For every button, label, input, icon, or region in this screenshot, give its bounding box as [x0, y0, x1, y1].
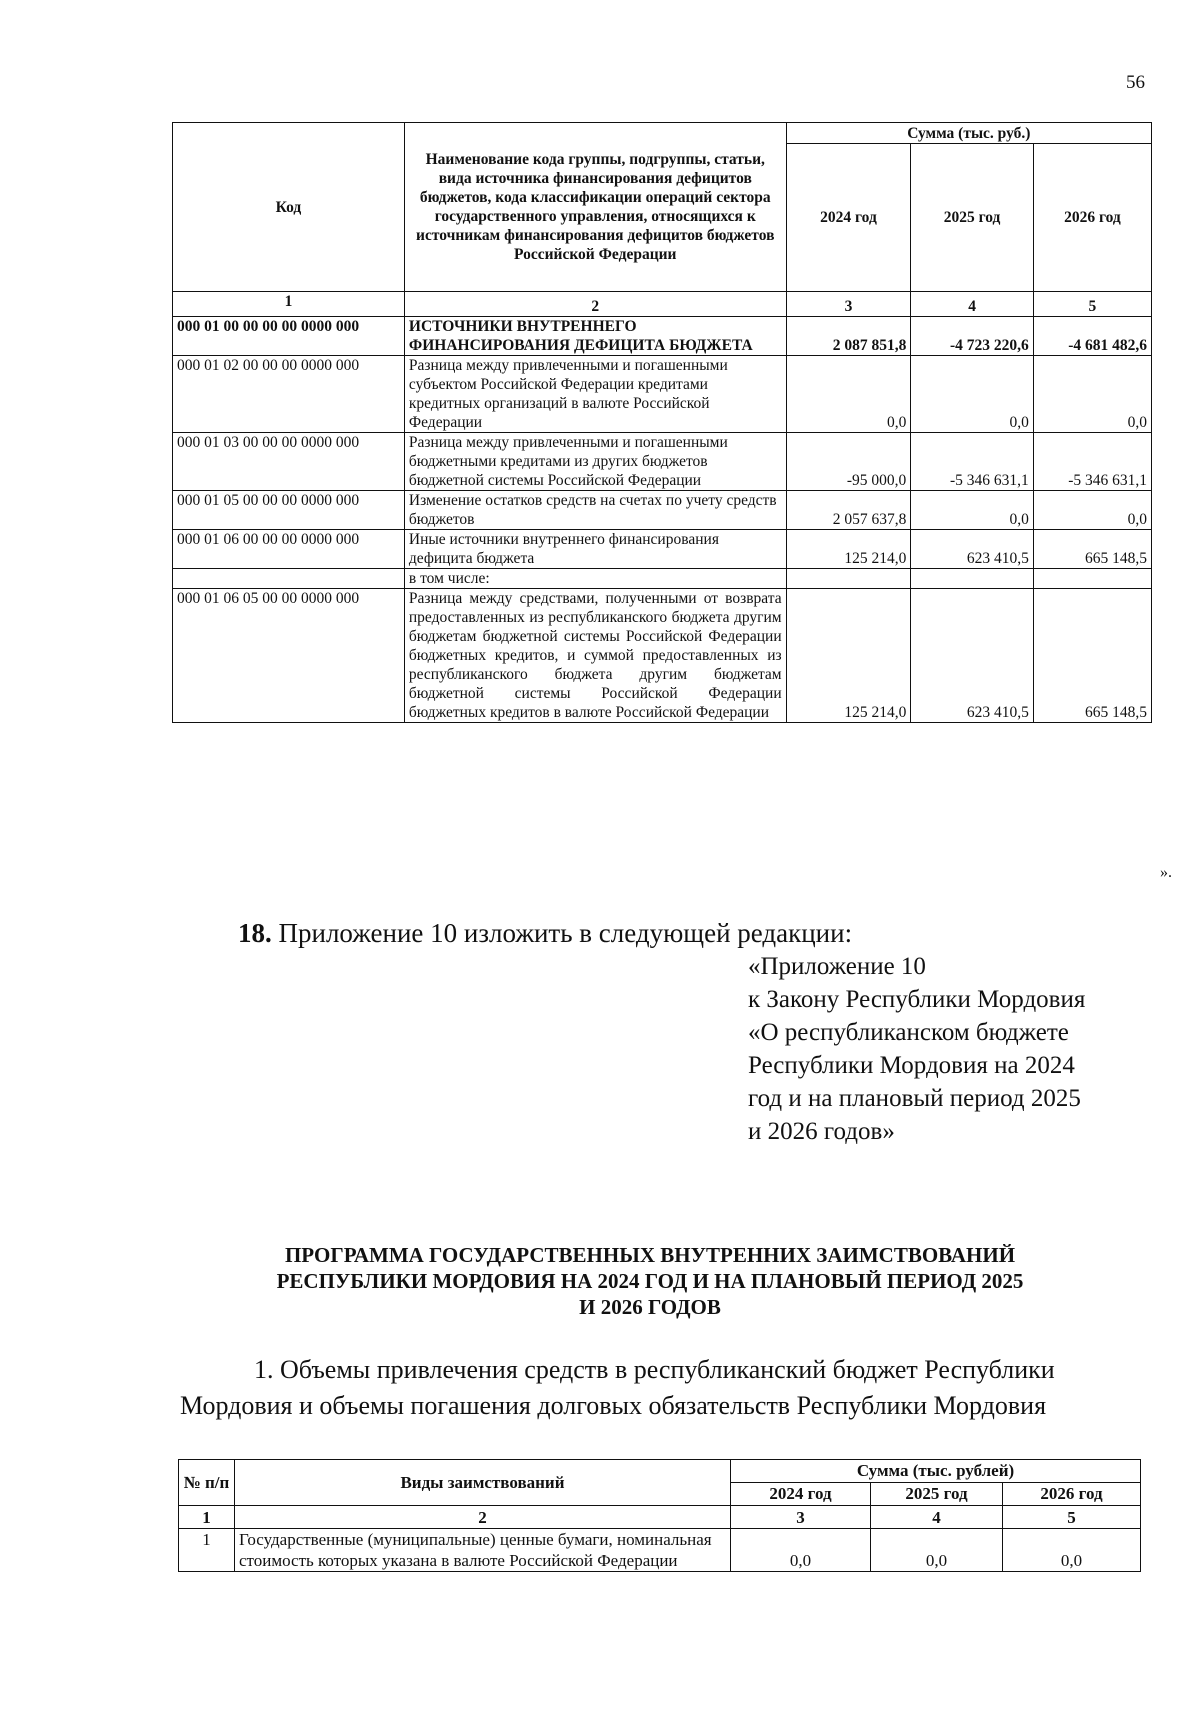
column-number: 4 — [871, 1506, 1003, 1529]
row-value-2024: -95 000,0 — [786, 433, 911, 491]
row-name: в том числе: — [404, 569, 786, 589]
appendix-heading — [748, 950, 1128, 1148]
program-title — [200, 1242, 1100, 1320]
column-number-row — [173, 292, 1152, 317]
appendix-line: к Закону Республики Мордовия — [748, 986, 1086, 1013]
header-name: Наименование кода группы, подгруппы, статьи, вида источника финансирования дефицитов бюджетов, кода классификации операций сектора государственного управления, относящихся к источникам финансирования дефицитов бюджетов Российской Федерации — [404, 123, 786, 292]
section-1-line: Мордовия и объемы погашения долговых обязательств Республики Мордовия — [180, 1391, 1047, 1420]
row-value-2026: 0,0 — [1033, 491, 1151, 530]
appendix-line: и 2026 годов» — [748, 1118, 895, 1145]
row-name: Иные источники внутреннего финансирования дефицита бюджета — [404, 530, 786, 569]
row-value-2026: 665 148,5 — [1033, 589, 1151, 723]
row-code: 000 01 06 05 00 00 0000 000 — [173, 589, 405, 723]
section-1-line: 1. Объемы привлечения средств в республиканский бюджет Республики — [254, 1355, 1055, 1384]
header-code: Код — [173, 123, 405, 292]
table-row — [173, 589, 1152, 723]
column-number: 4 — [911, 292, 1034, 317]
row-value-2026: 0,0 — [1003, 1529, 1141, 1572]
row-code: 000 01 03 00 00 00 0000 000 — [173, 433, 405, 491]
table-row — [173, 317, 1152, 356]
page-number: 56 — [1126, 72, 1145, 93]
header-sum: Сумма (тыс. руб.) — [786, 123, 1151, 144]
column-number: 5 — [1033, 292, 1151, 317]
table-row — [173, 569, 1152, 589]
column-number: 3 — [731, 1506, 871, 1529]
table-row — [179, 1529, 1141, 1572]
row-value-2026: -5 346 631,1 — [1033, 433, 1151, 491]
appendix-line: «Приложение 10 — [748, 953, 926, 980]
column-number: 2 — [404, 292, 786, 317]
borrowings-table — [178, 1459, 1141, 1572]
row-value-2025: 0,0 — [871, 1529, 1003, 1572]
row-value-2024: 125 214,0 — [786, 530, 911, 569]
row-name: Изменение остатков средств на счетах по учету средств бюджетов — [404, 491, 786, 530]
table-row — [173, 356, 1152, 433]
row-name: Разница между средствами, полученными от возврата предоставленных из республиканского бюджета другим бюджетам бюджетной системы Российской Федерации бюджетных кредитов, и суммой предоставленных из республиканского бюджета другим бюджетам бюджетной системы Российской Федерации бюджетных кредитов в валюте Российской Федерации — [404, 589, 786, 723]
row-name: Государственные (муниципальные) ценные бумаги, номинальная стоимость которых указана в валюте Российской Федерации — [235, 1529, 731, 1572]
item-18-number: 18. — [238, 918, 272, 948]
row-value-2024: 2 087 851,8 — [786, 317, 911, 356]
column-number-row — [179, 1506, 1141, 1529]
header-type: Виды заимствований — [235, 1460, 731, 1506]
row-value-2025 — [911, 569, 1034, 589]
row-value-2026: 665 148,5 — [1033, 530, 1151, 569]
appendix-line: Республики Мордовия на 2024 — [748, 1052, 1075, 1079]
row-name: Разница между привлеченными и погашенными субъектом Российской Федерации кредитами кредитных организаций в валюте Российской Федерации — [404, 356, 786, 433]
row-value-2026: 0,0 — [1033, 356, 1151, 433]
column-number: 2 — [235, 1506, 731, 1529]
program-title-line: И 2026 ГОДОВ — [579, 1295, 721, 1319]
row-value-2024: 125 214,0 — [786, 589, 911, 723]
column-number: 5 — [1003, 1506, 1141, 1529]
column-number: 1 — [179, 1506, 235, 1529]
table-row — [173, 491, 1152, 530]
header-2025: 2025 год — [871, 1483, 1003, 1506]
row-value-2025: 0,0 — [911, 356, 1034, 433]
section-1-heading — [180, 1352, 1140, 1424]
appendix-line: «О республиканском бюджете — [748, 1019, 1069, 1046]
row-value-2024 — [786, 569, 911, 589]
column-number: 1 — [173, 292, 405, 317]
item-18-text: Приложение 10 изложить в следующей редакции: — [278, 918, 853, 948]
header-sum: Сумма (тыс. рублей) — [731, 1460, 1141, 1483]
header-2024: 2024 год — [786, 144, 911, 292]
row-value-2025: -5 346 631,1 — [911, 433, 1034, 491]
row-value-2025: 623 410,5 — [911, 589, 1034, 723]
row-value-2026: -4 681 482,6 — [1033, 317, 1151, 356]
row-code — [173, 569, 405, 589]
table-row — [173, 433, 1152, 491]
item-18 — [238, 918, 852, 949]
row-value-2024: 0,0 — [786, 356, 911, 433]
row-value-2025: 0,0 — [911, 491, 1034, 530]
appendix-line: год и на плановый период 2025 — [748, 1085, 1081, 1112]
header-2024: 2024 год — [731, 1483, 871, 1506]
row-value-2024: 0,0 — [731, 1529, 871, 1572]
row-value-2025: -4 723 220,6 — [911, 317, 1034, 356]
row-value-2026 — [1033, 569, 1151, 589]
closing-quote: ». — [1160, 864, 1172, 881]
row-num: 1 — [179, 1529, 235, 1572]
program-title-line: ПРОГРАММА ГОСУДАРСТВЕННЫХ ВНУТРЕННИХ ЗАИМСТВОВАНИЙ — [284, 1243, 1016, 1267]
row-code: 000 01 05 00 00 00 0000 000 — [173, 491, 405, 530]
program-title-line: РЕСПУБЛИКИ МОРДОВИЯ НА 2024 ГОД И НА ПЛАНОВЫЙ ПЕРИОД 2025 — [276, 1269, 1024, 1293]
header-2026: 2026 год — [1033, 144, 1151, 292]
header-num: № п/п — [179, 1460, 235, 1506]
sources-financing-table — [172, 122, 1152, 723]
table-row — [173, 530, 1152, 569]
row-name: Разница между привлеченными и погашенными бюджетными кредитами из других бюджетов бюджетной системы Российской Федерации — [404, 433, 786, 491]
row-name: ИСТОЧНИКИ ВНУТРЕННЕГО ФИНАНСИРОВАНИЯ ДЕФИЦИТА БЮДЖЕТА — [404, 317, 786, 356]
row-code: 000 01 06 00 00 00 0000 000 — [173, 530, 405, 569]
column-number: 3 — [786, 292, 911, 317]
row-code: 000 01 00 00 00 00 0000 000 — [173, 317, 405, 356]
header-2025: 2025 год — [911, 144, 1034, 292]
row-value-2024: 2 057 637,8 — [786, 491, 911, 530]
header-2026: 2026 год — [1003, 1483, 1141, 1506]
row-value-2025: 623 410,5 — [911, 530, 1034, 569]
row-code: 000 01 02 00 00 00 0000 000 — [173, 356, 405, 433]
